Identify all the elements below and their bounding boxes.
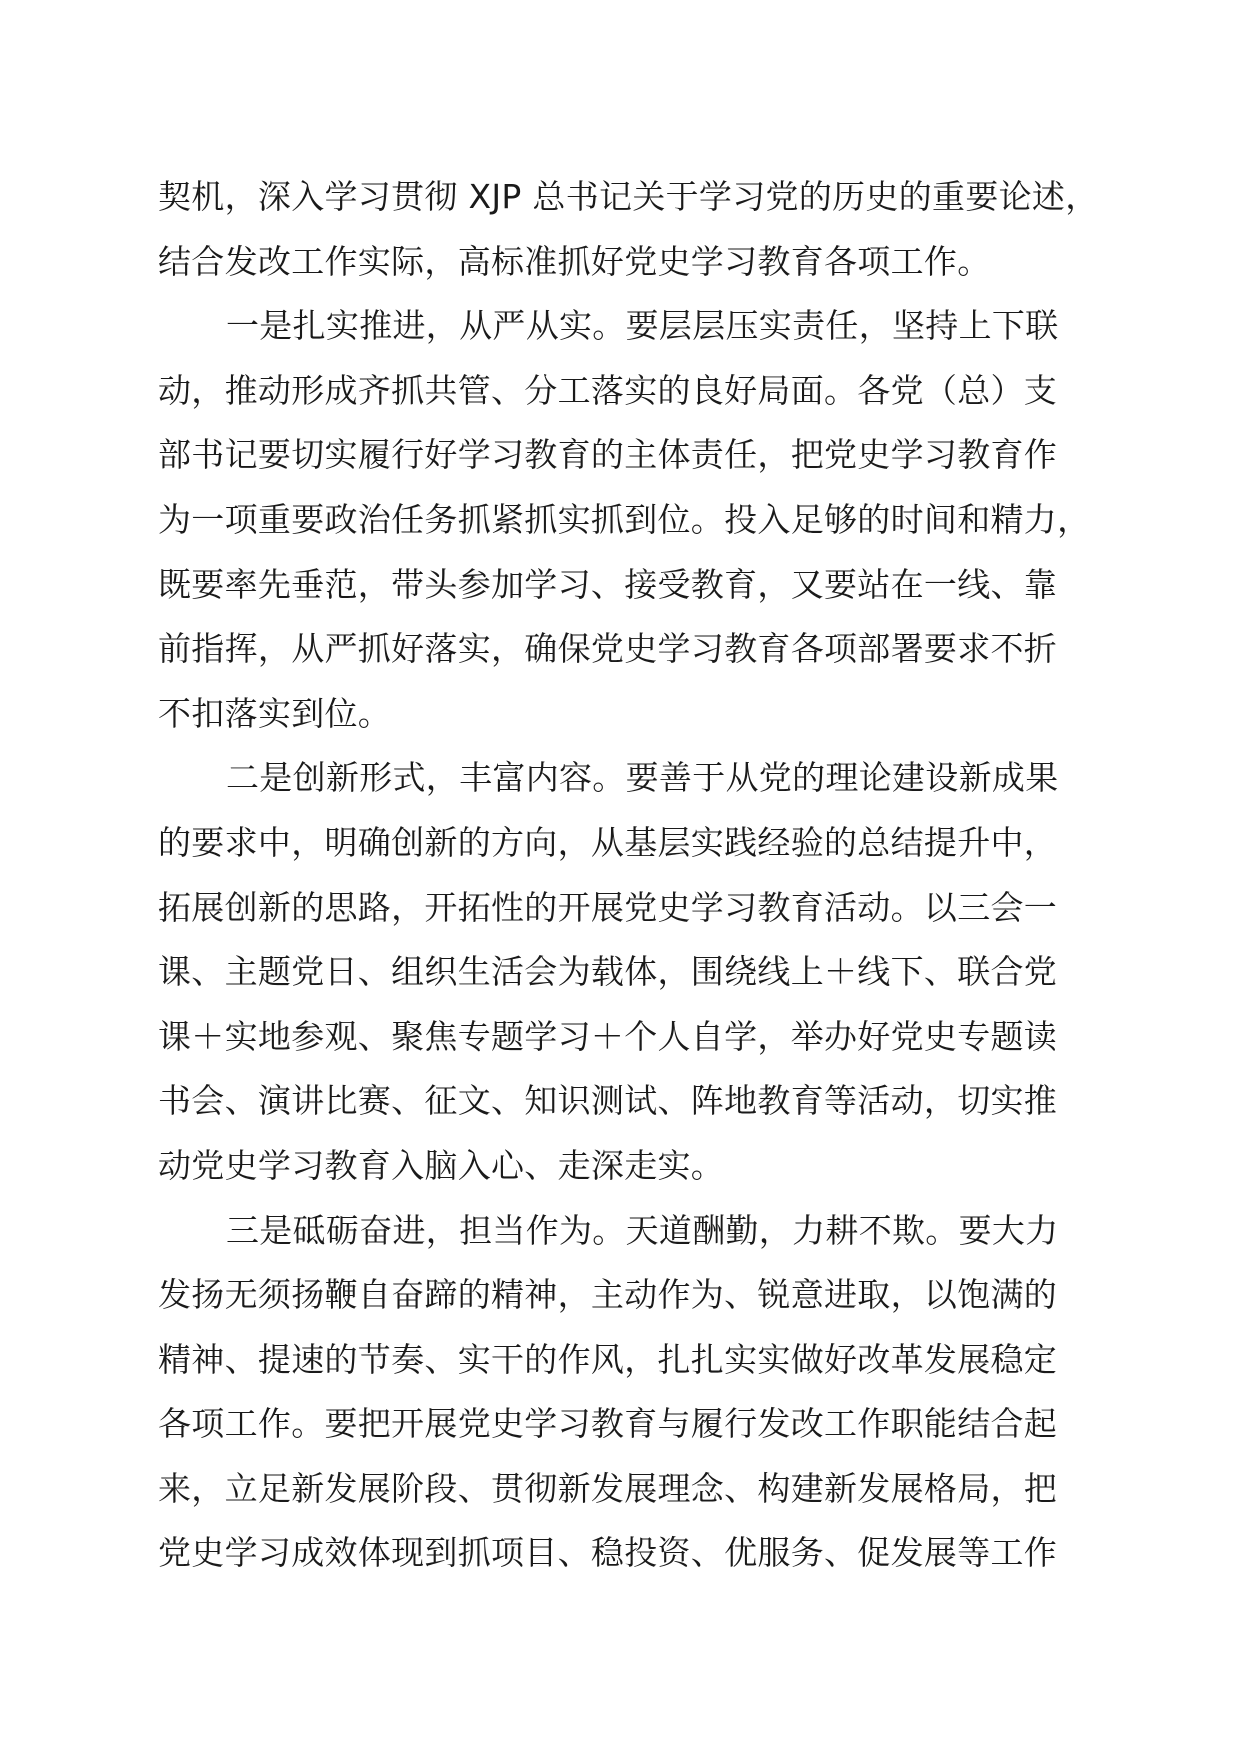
text-line: 课、主题党日、组织生活会为载体，围绕线上＋线下、联合党 [158,952,1058,992]
text-line: 各项工作。要把开展党史学习教育与履行发改工作职能结合起 [158,1404,1058,1444]
text-line: 的要求中，明确创新的方向，从基层实践经验的总结提升中， [158,822,1058,862]
text-line: 课＋实地参观、聚焦专题学习＋个人自学，举办好党史专题读 [158,1016,1058,1056]
paragraph-first-line: 一是扎实推进，从严从实。要层层压实责任，坚持上下联 [226,306,1059,346]
text-line: 发扬无须扬鞭自奋蹄的精神，主动作为、锐意进取，以饱满的 [158,1275,1058,1315]
text-line: 书会、演讲比赛、征文、知识测试、阵地教育等活动，切实推 [158,1081,1058,1121]
paragraph-first-line: 三是砥砺奋进，担当作为。天道酬勤，力耕不欺。要大力 [226,1210,1059,1250]
text-line: 不扣落实到位。 [158,693,392,733]
text-line: 来，立足新发展阶段、贯彻新发展理念、构建新发展格局，把 [158,1468,1058,1508]
text-line: 既要率先垂范，带头参加学习、接受教育，又要站在一线、靠 [158,564,1058,604]
text-line: 精神、提速的节奏、实干的作风，扎扎实实做好改革发展稳定 [158,1339,1058,1379]
paragraph-first-line: 二是创新形式，丰富内容。要善于从党的理论建设新成果 [226,758,1059,798]
text-line: 部书记要切实履行好学习教育的主体责任，把党史学习教育作 [158,435,1058,475]
text-line: 拓展创新的思路，开拓性的开展党史学习教育活动。以三会一 [158,887,1058,927]
text-line: 前指挥，从严抓好落实，确保党史学习教育各项部署要求不折 [158,629,1058,669]
text-line: 动，推动形成齐抓共管、分工落实的良好局面。各党（总）支 [158,370,1058,410]
text-line: 为一项重要政治任务抓紧抓实抓到位。投入足够的时间和精力， [158,499,1091,539]
text-line: 结合发改工作实际，高标准抓好党史学习教育各项工作。 [158,241,991,281]
text-line: 党史学习成效体现到抓项目、稳投资、优服务、促发展等工作 [158,1533,1058,1573]
document-body [158,165,1118,1586]
text-line: 契机，深入学习贯彻 XJP 总书记关于学习党的历史的重要论述， [158,177,1099,216]
text-line: 动党史学习教育入脑入心、走深走实。 [158,1145,725,1185]
